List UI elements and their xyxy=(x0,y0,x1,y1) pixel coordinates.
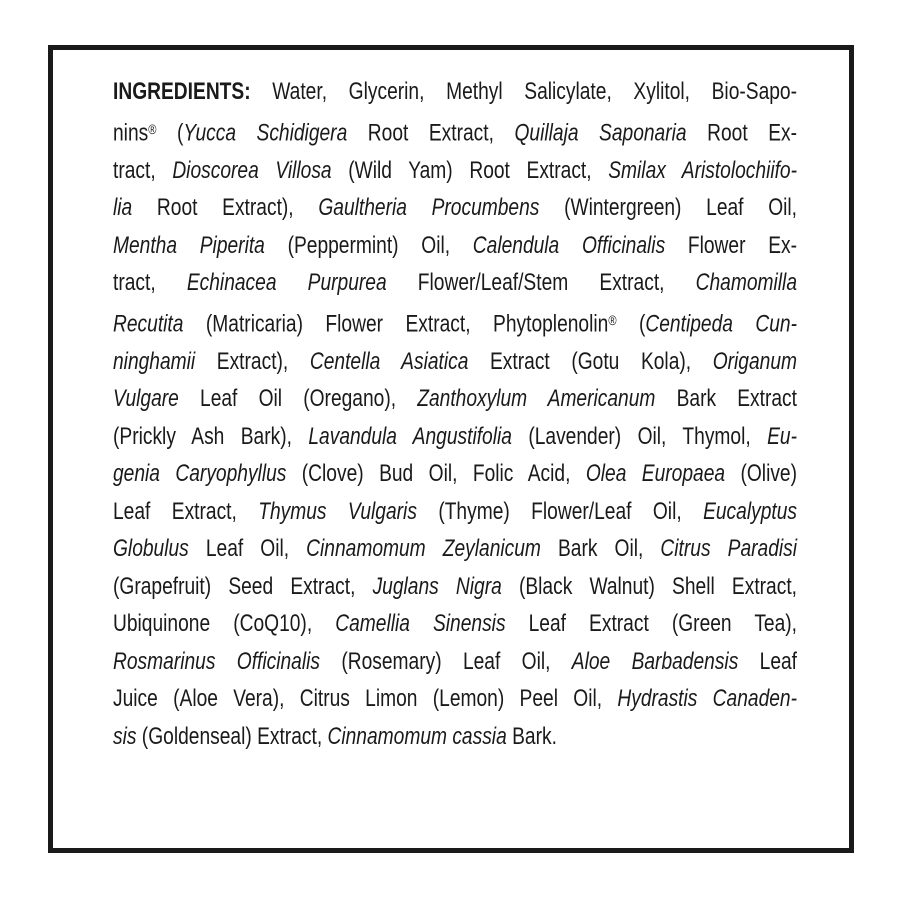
ingredients-run: ninghamii xyxy=(113,347,196,375)
ingredients-run: (Lavender) Oil, Thymol, xyxy=(511,422,768,450)
ingredients-run: tract, xyxy=(113,269,187,297)
ingredients-run: Water, Glycerin, Methyl Salicylate, Xylitol, Bio-Sapo- xyxy=(272,78,797,105)
ingredients-line xyxy=(113,605,797,643)
ingredients-line xyxy=(113,380,797,418)
ingredients-run: Thymus Vulgaris xyxy=(258,497,417,525)
ingredients-run: Root Extract, xyxy=(347,119,515,147)
ingredients-run: ( xyxy=(156,119,184,147)
ingredients-line xyxy=(113,227,797,265)
ingredients-run: nins xyxy=(113,119,149,147)
ingredients-run: ( xyxy=(616,310,646,338)
ingredients-line xyxy=(113,680,797,718)
ingredients-run: (Thyme) Flower/Leaf Oil, xyxy=(416,497,704,525)
ingredients-run: Flower Ex- xyxy=(665,231,798,259)
ingredients-line xyxy=(113,455,797,493)
ingredients-run: tract, xyxy=(113,156,173,184)
ingredients-run: Smilax Aristolochiifo- xyxy=(608,156,798,184)
ingredients-run: Hydrastis Canaden- xyxy=(617,685,797,713)
ingredients-run: Leaf Oil (Oregano), xyxy=(178,385,418,413)
ingredients-run: Calendula Officinalis xyxy=(472,231,666,259)
ingredients-run: Ubiquinone (CoQ10), xyxy=(113,610,336,638)
ingredients-run: Root Ex- xyxy=(686,119,797,147)
ingredients-line xyxy=(113,418,797,456)
ingredients-line xyxy=(113,493,797,531)
ingredients-line xyxy=(113,343,797,381)
ingredients-run: (Black Walnut) Shell Extract, xyxy=(501,572,797,600)
ingredients-run: (Peppermint) Oil, xyxy=(264,231,473,259)
ingredients-run: Centipeda Cun- xyxy=(645,310,797,338)
ingredients-run: Root Extract), xyxy=(132,194,319,222)
ingredients-run: Camellia Sinensis xyxy=(335,610,506,638)
ingredients-run: (Prickly Ash Bark), xyxy=(113,422,309,450)
ingredients-run: Flower/Leaf/Stem Extract, xyxy=(386,269,696,297)
ingredients-run: genia Caryophyllus xyxy=(113,460,287,488)
ingredients-line xyxy=(113,189,797,227)
ingredients-run: Cinnamomum Zeylanicum xyxy=(306,535,541,563)
ingredients-run: Vulgare xyxy=(113,385,179,413)
ingredients-run: Eu- xyxy=(767,422,797,450)
ingredients-line xyxy=(113,302,797,343)
ingredients-run: Bark. xyxy=(506,722,557,750)
ingredients-run: Juice (Aloe Vera), Citrus Limon (Lemon) Peel Oil, xyxy=(113,685,618,713)
ingredients-run: Lavandula Angustifolia xyxy=(308,422,512,450)
ingredients-run: Rosmarinus Officinalis xyxy=(113,647,320,675)
ingredients-run: Gaultheria Procumbens xyxy=(318,194,540,222)
ingredients-line xyxy=(113,718,797,756)
ingredients-run: Leaf Oil, xyxy=(188,535,307,563)
ingredients-run: Globulus xyxy=(113,535,189,563)
ingredients-run: (Goldenseal) Extract, xyxy=(136,722,328,750)
ingredients-line xyxy=(113,73,797,111)
ingredients-run: Zanthoxylum Americanum xyxy=(417,385,656,413)
ingredients-run: Extract (Gotu Kola), xyxy=(468,347,713,375)
ingredients-run: Origanum xyxy=(712,347,798,375)
ingredients-run: (Wild Yam) Root Extract, xyxy=(331,156,609,184)
ingredients-run: (Clove) Bud Oil, Folic Acid, xyxy=(286,460,586,488)
ingredients-run: Yucca Schidigera xyxy=(183,119,348,147)
ingredients-line xyxy=(113,264,797,302)
registered-trademark-symbol: ® xyxy=(608,311,617,328)
ingredients-run: Leaf xyxy=(738,647,798,675)
registered-trademark-symbol: ® xyxy=(148,120,157,137)
ingredients-run: sis xyxy=(113,722,137,750)
ingredients-run: Aloe Barbadensis xyxy=(571,647,739,675)
ingredients-run: Olea Europaea xyxy=(585,460,726,488)
ingredients-run: Bark Extract xyxy=(655,385,797,413)
ingredients-run: Bark Oil, xyxy=(540,535,661,563)
ingredients-run: Centella Asiatica xyxy=(309,347,469,375)
ingredients-line xyxy=(113,111,797,152)
ingredients-run: (Olive) xyxy=(725,460,798,488)
ingredients-line xyxy=(113,568,797,606)
ingredients-run: (Rosemary) Leaf Oil, xyxy=(320,647,572,675)
ingredients-run: Quillaja Saponaria xyxy=(514,119,687,147)
ingredients-run: Recutita xyxy=(113,310,184,338)
ingredients-run: (Matricaria) Flower Extract, Phytoplenolin xyxy=(183,310,609,338)
ingredients-line xyxy=(113,643,797,681)
ingredients-heading: INGREDIENTS: xyxy=(113,78,273,105)
ingredients-run: Eucalyptus xyxy=(703,497,797,525)
ingredients-text-block xyxy=(113,73,803,755)
ingredients-run: Juglans Nigra xyxy=(372,572,502,600)
ingredients-run: Leaf Extract, xyxy=(113,497,259,525)
ingredients-run: Chamomilla xyxy=(695,269,797,297)
ingredients-run: (Grapefruit) Seed Extract, xyxy=(113,572,373,600)
ingredients-run: Mentha Piperita xyxy=(113,231,265,259)
ingredients-run: Cinnamomum cassia xyxy=(327,722,507,750)
ingredients-run: lia xyxy=(113,194,133,222)
ingredients-line xyxy=(113,530,797,568)
ingredients-run: Dioscorea Villosa xyxy=(172,156,332,184)
ingredients-run: (Wintergreen) Leaf Oil, xyxy=(539,194,797,222)
ingredients-run: Echinacea Purpurea xyxy=(186,269,387,297)
ingredients-run: Leaf Extract (Green Tea), xyxy=(505,610,797,638)
ingredients-label-panel xyxy=(48,45,854,853)
ingredients-run: Citrus Paradisi xyxy=(660,535,797,563)
ingredients-text xyxy=(113,73,797,755)
ingredients-run: Extract), xyxy=(195,347,310,375)
ingredients-line xyxy=(113,152,797,190)
